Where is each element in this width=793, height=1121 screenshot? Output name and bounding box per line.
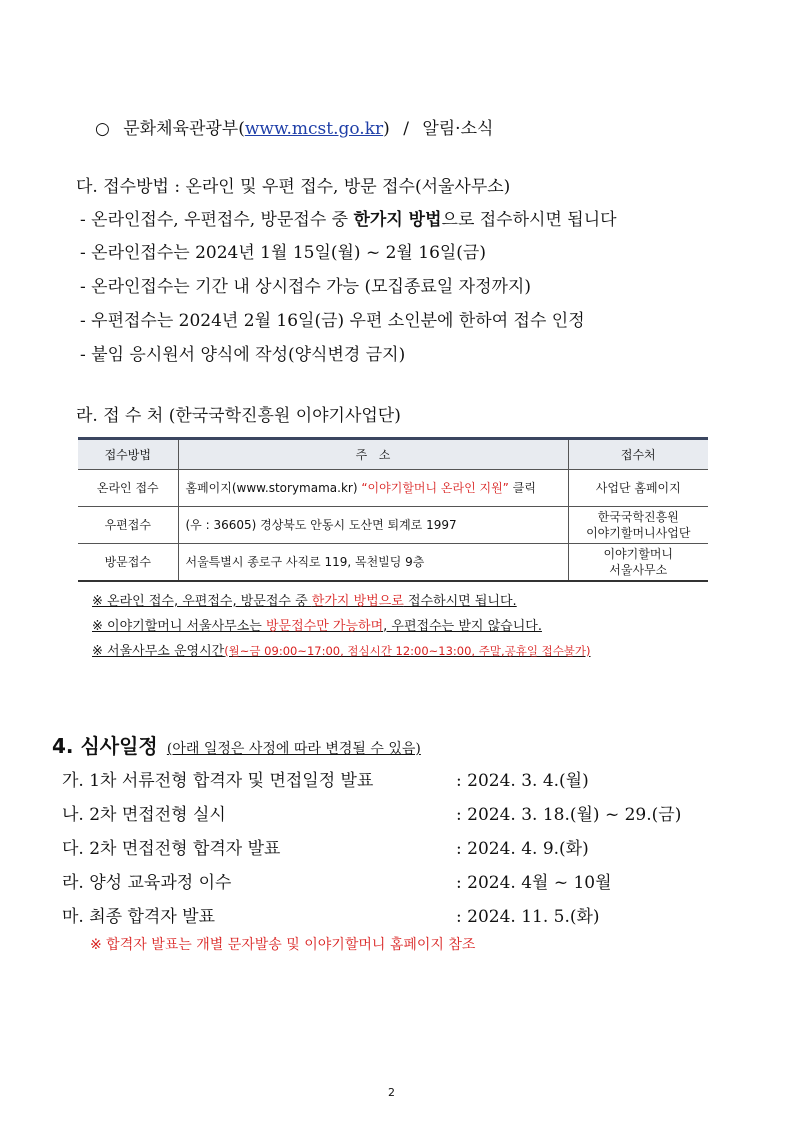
row-destination [568, 507, 708, 544]
row-address-red: “이야기할머니 온라인 지원” [361, 481, 509, 495]
schedule-item-label: 나. 2차 면접전형 실시 [62, 805, 226, 825]
row-destination-line-2: 이야기할머니사업단 [586, 526, 691, 540]
place-heading: 라. 접 수 처 (한국국학진흥원 이야기사업단) [76, 406, 401, 426]
schedule-item-label: 마. 최종 합격자 발표 [62, 907, 215, 927]
note2-pre: ※ 이야기할머니 서울사무소는 [92, 619, 266, 634]
header-method: 접수방법 [78, 439, 178, 470]
row-address: (우 : 36605) 경상북도 안동시 도산면 퇴계로 1997 [178, 507, 568, 544]
note-one-method [92, 590, 517, 609]
table-row [78, 544, 708, 582]
separator-slash: / [403, 119, 409, 139]
row-destination-line-2: 서울사무소 [609, 563, 668, 577]
schedule-heading [52, 730, 421, 759]
schedule-item-date: : 2024. 11. 5.(화) [456, 907, 600, 927]
note-visit-only [92, 615, 542, 634]
method-line-1 [80, 205, 617, 230]
schedule-item-label: 가. 1차 서류전형 합격자 및 면접일정 발표 [62, 771, 374, 791]
schedule-item-label: 다. 2차 면접전형 합격자 발표 [62, 839, 281, 859]
schedule-item-date: : 2024. 3. 4.(월) [456, 771, 589, 791]
table-row [78, 507, 708, 544]
row-method: 온라인 접수 [78, 470, 178, 507]
table-row [78, 470, 708, 507]
row-destination-line-1: 사업단 홈페이지 [595, 481, 681, 495]
row-destination [568, 544, 708, 582]
note3-pre: ※ 서울사무소 운영시간 [92, 644, 225, 659]
row-address-pre: 홈페이지(www.storymama.kr) [185, 481, 362, 495]
org-close-paren: ) [383, 119, 390, 139]
method-line-3: - 온라인접수는 기간 내 상시접수 가능 (모집종료일 자정까지) [80, 277, 531, 297]
header-address: 주 소 [178, 439, 568, 470]
row-address [178, 470, 568, 507]
mcst-link[interactable]: www.mcst.go.kr [244, 119, 384, 139]
schedule-item-date: : 2024. 4. 9.(화) [456, 839, 589, 859]
row-destination-line-1: 한국국학진흥원 [597, 510, 679, 524]
row-method: 우편접수 [78, 507, 178, 544]
note1-post: 접수하시면 됩니다. [403, 594, 517, 609]
schedule-item-date: : 2024. 4월 ~ 10월 [456, 873, 612, 893]
row-destination [568, 470, 708, 507]
section-name: 알림·소식 [422, 119, 494, 139]
method-line-4: - 우편접수는 2024년 2월 16일(금) 우편 소인분에 한하여 접수 인정 [80, 311, 585, 331]
row-destination-line-1: 이야기할머니 [603, 547, 674, 561]
note3-red: (월~금 09:00~17:00, 점심시간 12:00~13:00, 주말,공휴일 접수불가) [224, 644, 591, 658]
method-line-5: - 붙임 응시원서 양식에 작성(양식변경 금지) [80, 345, 406, 365]
method-line-1-bold: 한가지 방법 [353, 210, 442, 230]
schedule-item-date: : 2024. 3. 18.(월) ~ 29.(금) [456, 805, 682, 825]
note2-red: 방문접수만 가능하며 [266, 619, 384, 634]
note1-pre: ※ 온라인 접수, 우편접수, 방문접수 중 [92, 594, 312, 609]
schedule-item-label: 라. 양성 교육과정 이수 [62, 873, 232, 893]
note2-post: , 우편접수는 받지 않습니다. [383, 619, 542, 634]
org-name: 문화체육관광부( [123, 119, 245, 139]
submission-table [78, 437, 708, 582]
method-heading: 다. 접수방법 : 온라인 및 우편 접수, 방문 접수(서울사무소) [76, 177, 511, 197]
bullet-circle: ○ [95, 119, 110, 139]
method-line-1-pre: - 온라인접수, 우편접수, 방문접수 중 [80, 210, 354, 230]
note1-red: 한가지 방법으로 [311, 594, 404, 609]
row-address: 서울특별시 종로구 사직로 119, 목천빌딩 9층 [178, 544, 568, 582]
method-line-1-post: 으로 접수하시면 됩니다 [441, 210, 617, 230]
schedule-subtitle: (아래 일정은 사정에 따라 변경될 수 있음) [166, 741, 421, 757]
note-office-hours [92, 640, 591, 659]
schedule-note: ※ 합격자 발표는 개별 문자발송 및 이야기할머니 홈페이지 참조 [90, 937, 476, 953]
page-number: 2 [388, 1086, 395, 1099]
schedule-title: 4. 심사일정 [52, 734, 158, 758]
header-destination: 접수처 [568, 439, 708, 470]
table-header-row [78, 439, 708, 470]
method-line-2: - 온라인접수는 2024년 1월 15일(월) ~ 2월 16일(금) [80, 243, 486, 263]
row-method: 방문접수 [78, 544, 178, 582]
site-reference-line [95, 114, 493, 139]
row-address-post: 클릭 [508, 481, 536, 495]
